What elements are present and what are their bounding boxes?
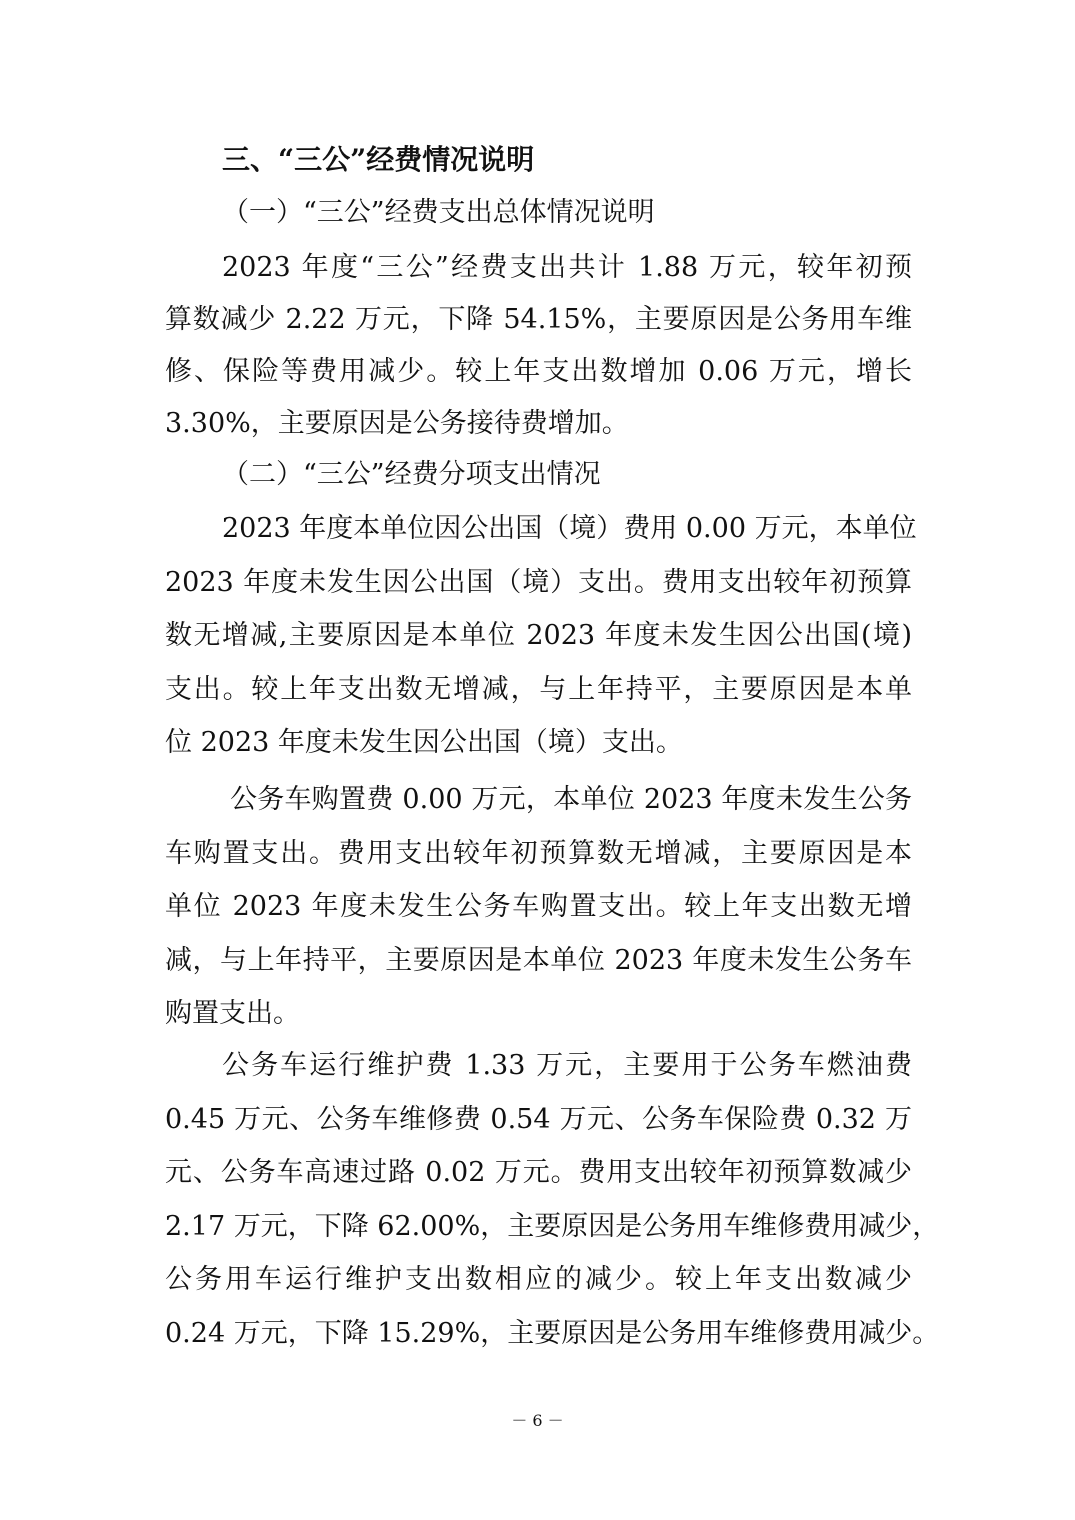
- paragraph-line: 支出。较上年支出数无增减，与上年持平，主要原因是本单: [165, 673, 912, 705]
- paragraph-line: 公务车运行维护费 1.33 万元，主要用于公务车燃油费: [222, 1050, 912, 1081]
- subsection-heading-2: （二）“三公”经费分项支出情况: [222, 459, 601, 490]
- paragraph-line: 0.24 万元，下降 15.29%，主要原因是公务用车维修费用减少。: [165, 1317, 940, 1349]
- paragraph-line: 2023 年度未发生因公出国（境）支出。费用支出较年初预算: [165, 566, 912, 598]
- paragraph-line: 2023 年度“三公”经费支出共计 1.88 万元，较年初预: [222, 252, 912, 283]
- paragraph-line: 2.17 万元，下降 62.00%，主要原因是公务用车维修费用减少，: [165, 1210, 940, 1242]
- paragraph-line: 公务用车运行维护支出数相应的减少。较上年支出数减少: [165, 1264, 912, 1295]
- paragraph-line: 0.45 万元、公务车维修费 0.54 万元、公务车保险费 0.32 万: [165, 1103, 912, 1135]
- paragraph-line: 公务车购置费 0.00 万元，本单位 2023 年度未发生公务: [230, 784, 912, 815]
- paragraph-line: 数无增减,主要原因是本单位 2023 年度未发生因公出国(境): [165, 620, 912, 651]
- paragraph-line: 修、保险等费用减少。较上年支出数增加 0.06 万元，增长: [165, 356, 912, 387]
- paragraph-line: 减，与上年持平，主要原因是本单位 2023 年度未发生公务车: [165, 944, 912, 976]
- section-title: 三、“三公”经费情况说明: [222, 143, 535, 176]
- paragraph-line: 位 2023 年度未发生因公出国（境）支出。: [165, 727, 683, 758]
- paragraph-line: 2023 年度本单位因公出国（境）费用 0.00 万元，本单位: [222, 513, 917, 544]
- paragraph-line: 算数减少 2.22 万元，下降 54.15%，主要原因是公务用车维: [165, 304, 912, 335]
- paragraph-line: 3.30%，主要原因是公务接待费增加。: [165, 408, 629, 439]
- paragraph-line: 元、公务车高速过路 0.02 万元。费用支出较年初预算数减少: [165, 1157, 912, 1188]
- paragraph-line: 车购置支出。费用支出较年初预算数无增减，主要原因是本: [165, 837, 912, 869]
- paragraph-line: 单位 2023 年度未发生公务车购置支出。较上年支出数无增: [165, 891, 912, 922]
- subsection-heading-1: （一）“三公”经费支出总体情况说明: [222, 197, 655, 228]
- page-number: － 6 －: [511, 1411, 564, 1430]
- paragraph-line: 购置支出。: [165, 998, 300, 1029]
